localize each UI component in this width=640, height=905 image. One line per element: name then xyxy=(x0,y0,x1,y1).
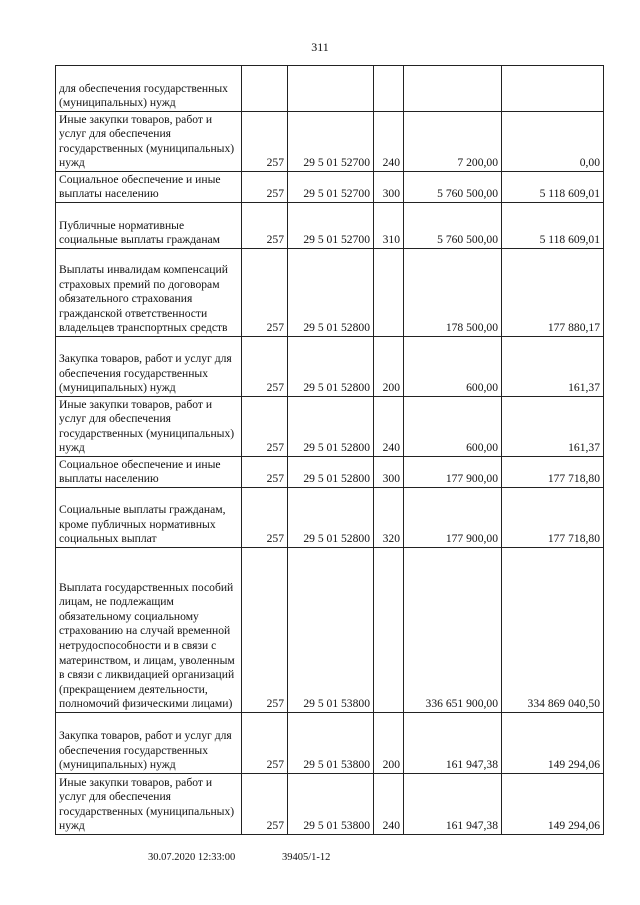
table-row xyxy=(56,203,604,249)
executed-amount-cell: 177 880,17 xyxy=(502,249,604,337)
executed-amount-cell: 149 294,06 xyxy=(502,774,604,835)
expense-type-cell: 200 xyxy=(374,713,404,774)
target-code-cell: 29 5 01 52800 xyxy=(288,337,374,397)
expense-type-cell xyxy=(374,548,404,713)
target-code-cell: 29 5 01 53800 xyxy=(288,548,374,713)
table-row xyxy=(56,249,604,337)
row-name-cell: Социальные выплаты гражданам, кроме публичных нормативных социальных выплат xyxy=(56,488,242,548)
row-name-cell: Иные закупки товаров, работ и услуг для обеспечения государственных (муниципальных) нужд xyxy=(56,774,242,835)
dept-code-cell: 257 xyxy=(242,713,288,774)
expense-type-cell: 320 xyxy=(374,488,404,548)
dept-code-cell: 257 xyxy=(242,774,288,835)
target-code-cell: 29 5 01 52800 xyxy=(288,457,374,488)
expense-type-cell: 310 xyxy=(374,203,404,249)
dept-code-cell: 257 xyxy=(242,172,288,203)
row-name-cell: Социальное обеспечение и иные выплаты населению xyxy=(56,457,242,488)
executed-amount-cell: 177 718,80 xyxy=(502,457,604,488)
row-name-cell: Иные закупки товаров, работ и услуг для обеспечения государственных (муниципальных) нужд xyxy=(56,397,242,457)
expense-type-cell: 300 xyxy=(374,172,404,203)
table-row xyxy=(56,548,604,713)
executed-amount-cell: 334 869 040,50 xyxy=(502,548,604,713)
executed-amount-cell: 5 118 609,01 xyxy=(502,203,604,249)
planned-amount-cell xyxy=(404,66,502,112)
table-row xyxy=(56,774,604,835)
executed-amount-cell xyxy=(502,66,604,112)
planned-amount-cell: 7 200,00 xyxy=(404,112,502,172)
executed-amount-cell: 177 718,80 xyxy=(502,488,604,548)
planned-amount-cell: 178 500,00 xyxy=(404,249,502,337)
target-code-cell: 29 5 01 52800 xyxy=(288,397,374,457)
target-code-cell: 29 5 01 52800 xyxy=(288,488,374,548)
executed-amount-cell: 149 294,06 xyxy=(502,713,604,774)
executed-amount-cell: 161,37 xyxy=(502,397,604,457)
target-code-cell: 29 5 01 52700 xyxy=(288,112,374,172)
expense-type-cell xyxy=(374,249,404,337)
page-number: 311 xyxy=(311,40,329,54)
table-row xyxy=(56,713,604,774)
row-name-cell: Выплаты инвалидам компенсаций страховых премий по договорам обязательного страхования гражданской ответственности владельцев транспортных средств xyxy=(56,249,242,337)
planned-amount-cell: 177 900,00 xyxy=(404,488,502,548)
table-row xyxy=(56,112,604,172)
dept-code-cell xyxy=(242,66,288,112)
dept-code-cell: 257 xyxy=(242,488,288,548)
footer-doc-number: 39405/1-12 xyxy=(282,852,331,863)
row-name-cell: для обеспечения государственных (муниципальных) нужд xyxy=(56,66,242,112)
row-name-cell: Социальное обеспечение и иные выплаты населению xyxy=(56,172,242,203)
expense-type-cell: 240 xyxy=(374,397,404,457)
target-code-cell: 29 5 01 53800 xyxy=(288,713,374,774)
table-row xyxy=(56,397,604,457)
dept-code-cell: 257 xyxy=(242,397,288,457)
table-row xyxy=(56,337,604,397)
planned-amount-cell: 5 760 500,00 xyxy=(404,203,502,249)
expense-type-cell xyxy=(374,66,404,112)
expense-type-cell: 200 xyxy=(374,337,404,397)
row-name-cell: Публичные нормативные социальные выплаты гражданам xyxy=(56,203,242,249)
dept-code-cell: 257 xyxy=(242,548,288,713)
row-name-cell: Закупка товаров, работ и услуг для обеспечения государственных (муниципальных) нужд xyxy=(56,713,242,774)
budget-table xyxy=(55,65,604,835)
table-row xyxy=(56,488,604,548)
table-row xyxy=(56,457,604,488)
row-name-cell: Иные закупки товаров, работ и услуг для обеспечения государственных (муниципальных) нужд xyxy=(56,112,242,172)
executed-amount-cell: 161,37 xyxy=(502,337,604,397)
dept-code-cell: 257 xyxy=(242,337,288,397)
target-code-cell: 29 5 01 52800 xyxy=(288,249,374,337)
table-row xyxy=(56,172,604,203)
planned-amount-cell: 600,00 xyxy=(404,397,502,457)
target-code-cell: 29 5 01 52700 xyxy=(288,172,374,203)
dept-code-cell: 257 xyxy=(242,249,288,337)
table-row xyxy=(56,66,604,112)
dept-code-cell: 257 xyxy=(242,457,288,488)
planned-amount-cell: 336 651 900,00 xyxy=(404,548,502,713)
expense-type-cell: 300 xyxy=(374,457,404,488)
dept-code-cell: 257 xyxy=(242,112,288,172)
row-name-cell: Выплата государственных пособий лицам, не подлежащим обязательному социальному страхованию на случай временной нетрудоспособности и в связи с материнством, и лицам, уволенным в связи с ликвидацией организаций (прекращением деятельности, полномочий физическими лицами) xyxy=(56,548,242,713)
dept-code-cell: 257 xyxy=(242,203,288,249)
planned-amount-cell: 5 760 500,00 xyxy=(404,172,502,203)
executed-amount-cell: 5 118 609,01 xyxy=(502,172,604,203)
budget-table-body xyxy=(56,66,604,835)
target-code-cell: 29 5 01 52700 xyxy=(288,203,374,249)
target-code-cell: 29 5 01 53800 xyxy=(288,774,374,835)
planned-amount-cell: 177 900,00 xyxy=(404,457,502,488)
expense-type-cell: 240 xyxy=(374,112,404,172)
planned-amount-cell: 600,00 xyxy=(404,337,502,397)
expense-type-cell: 240 xyxy=(374,774,404,835)
footer-timestamp: 30.07.2020 12:33:00 xyxy=(148,852,236,863)
executed-amount-cell: 0,00 xyxy=(502,112,604,172)
target-code-cell xyxy=(288,66,374,112)
row-name-cell: Закупка товаров, работ и услуг для обеспечения государственных (муниципальных) нужд xyxy=(56,337,242,397)
planned-amount-cell: 161 947,38 xyxy=(404,774,502,835)
planned-amount-cell: 161 947,38 xyxy=(404,713,502,774)
